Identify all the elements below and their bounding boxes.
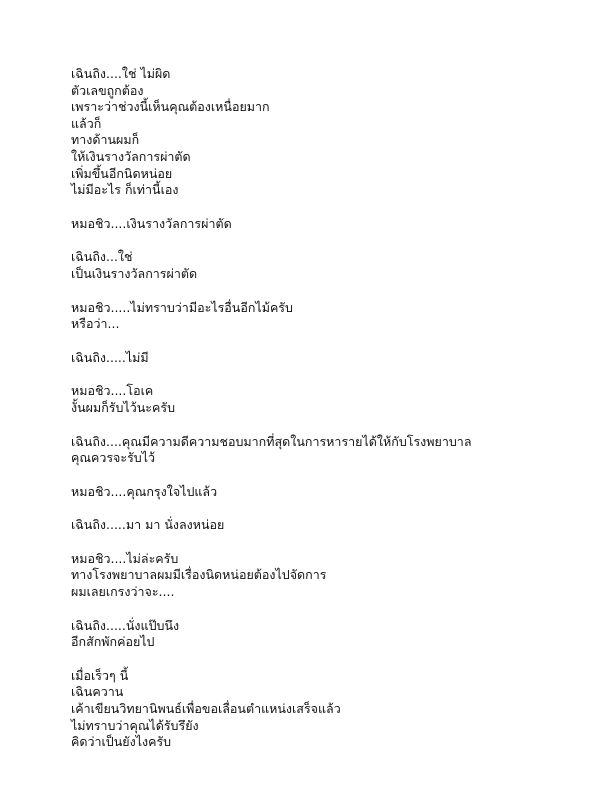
text-line: เฉินถิง....คุณมีความดีความชอบมากที่สุดในการหารายได้ให้กับโรงพยาบาล — [71, 433, 472, 449]
text-line: เฉินถิง.....มา มา นั่งลงหน่อย — [71, 517, 225, 533]
paragraph-5 — [71, 350, 571, 367]
text-line: หมอชิว....คุณกรุงใจไปแล้ว — [71, 483, 218, 499]
text-line: หมอชิว....โอเค — [71, 383, 154, 399]
text-line: เป็นเงินรางวัลการผ่าตัด — [71, 265, 198, 281]
paragraph-11 — [71, 618, 571, 651]
paragraph-6 — [71, 383, 571, 416]
text-line: เฉินถิง.....นั่งแป๊บนึง — [71, 617, 180, 633]
text-line: เมื่อเร็วๆ นี้ — [71, 667, 129, 683]
text-line: หรือว่า... — [71, 316, 120, 332]
text-line: หมอชิว....ไม่ล่ะครับ — [71, 550, 179, 566]
document-body — [71, 66, 571, 768]
text-line: คุณควรจะรับไว้ — [71, 450, 156, 466]
text-line: ตัวเลขถูกต้อง — [71, 82, 144, 98]
paragraph-7 — [71, 434, 571, 467]
paragraph-8 — [71, 484, 571, 501]
text-line: เฉินถิง.....ไม่มี — [71, 349, 149, 365]
paragraph-10 — [71, 551, 571, 601]
text-line: อีกสักพักค่อยไป — [71, 634, 155, 650]
paragraph-1 — [71, 66, 571, 199]
text-line: ทางโรงพยาบาลผมมีเรื่องนิดหน่อยต้องไปจัดการ — [71, 567, 327, 583]
text-line: งั้นผมก็รับไว้นะครับ — [71, 399, 176, 415]
text-line: ไม่มีอะไร ก็เท่านี้เอง — [71, 182, 179, 198]
text-line: หมอชิว....เงินรางวัลการผ่าตัด — [71, 215, 232, 231]
text-line: ทางด้านผมก็ — [71, 132, 140, 148]
text-line: หมอชิว.....ไม่ทราบว่ามีอะไรอื่นอีกไม้ครับ — [71, 299, 293, 315]
text-line: คิดว่าเป็นยังไงครับ — [71, 734, 172, 750]
text-line: เฉินถิง....ใช่ ไม่ผิด — [71, 66, 171, 81]
text-line: เฉินถิง...ใช่ — [71, 249, 133, 265]
text-line: เพราะว่าช่วงนี้เห็นคุณต้องเหนื่อยมาก — [71, 99, 270, 115]
text-line: เฉินควาน — [71, 684, 124, 700]
paragraph-12 — [71, 668, 571, 751]
paragraph-3 — [71, 249, 571, 282]
text-line: ผมเลยเกรงว่าจะ.... — [71, 584, 175, 600]
paragraph-9 — [71, 517, 571, 534]
text-line: แล้วก็ — [71, 115, 102, 131]
paragraph-2 — [71, 216, 571, 233]
text-line: ไม่ทราบว่าคุณได้รับรึยัง — [71, 717, 199, 733]
text-line: ให้เงินรางวัลการผ่าตัด — [71, 148, 191, 164]
paragraph-4 — [71, 300, 571, 333]
text-line: เค้าเขียนวิทยานิพนธ์เพื่อขอเลื่อนตำแหน่งเสร็จแล้ว — [71, 701, 341, 717]
text-line: เพิ่มขึ้นอีกนิดหน่อย — [71, 165, 173, 181]
